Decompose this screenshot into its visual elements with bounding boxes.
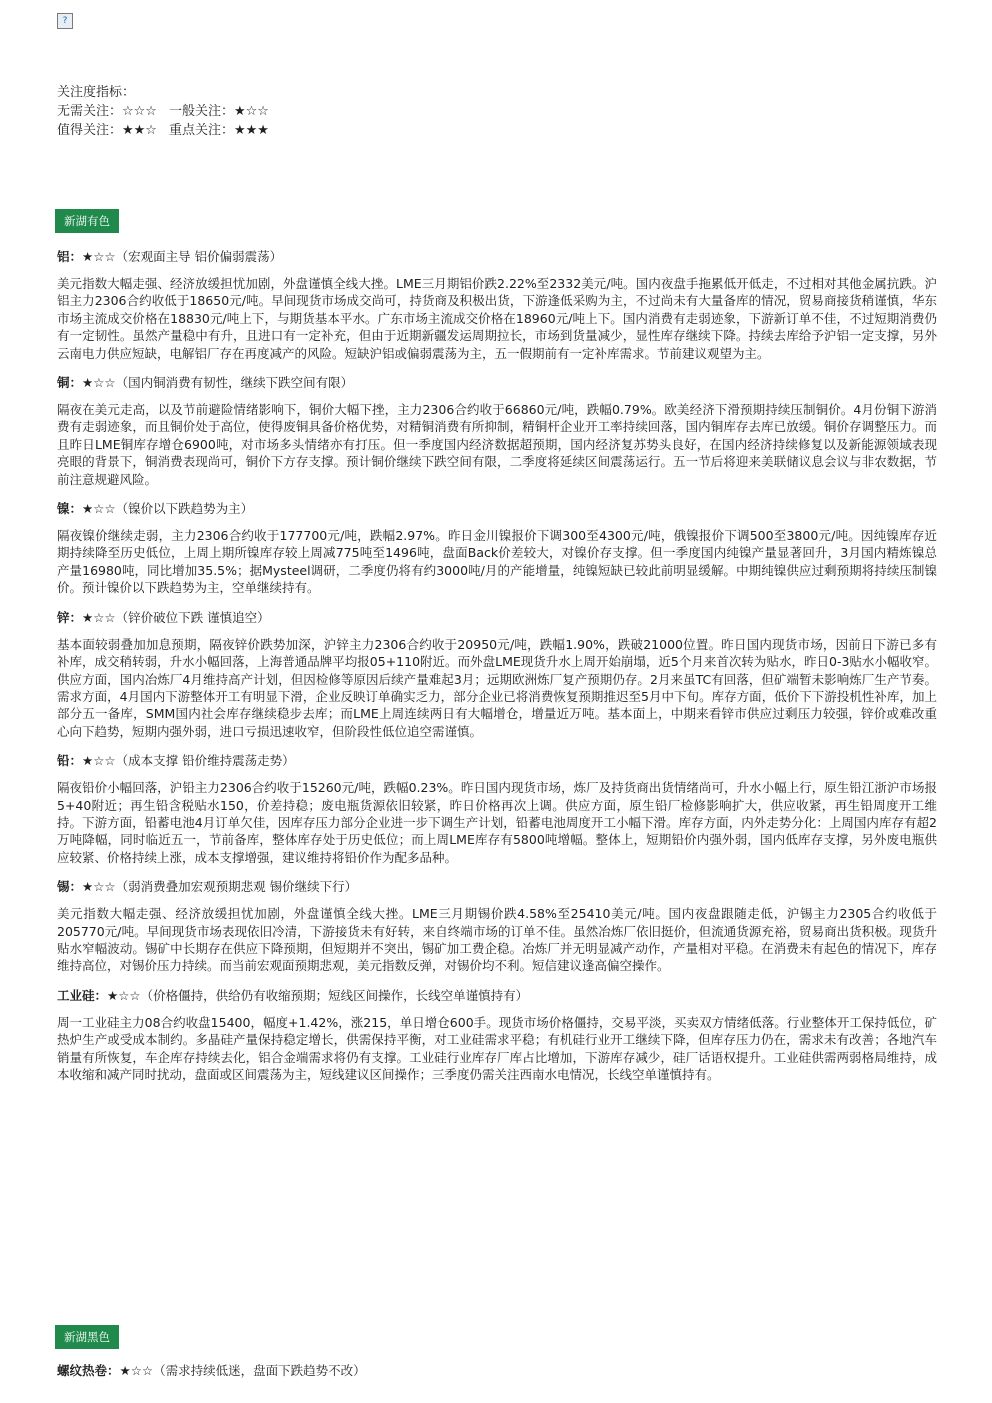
section-industrial-silicon <box>57 987 937 1084</box>
indicator-none: 无需关注：☆☆☆ <box>57 104 157 119</box>
section-heading: 铝：★☆☆（宏观面主导 铝价偏弱震荡） <box>57 249 283 264</box>
indicator-row-1 <box>57 102 269 121</box>
section-body: 隔夜在美元走高，以及节前避险情绪影响下，铜价大幅下挫，主力2306合约收于66860元/吨，跌幅0.79%。欧美经济下滑预期持续压制铜价。4月份铜下游消费有走弱迹象，而且铜价处于高位，使得废铜具备价格优势，对精铜消费有所抑制，精铜杆企业开工率持续回落，国内铜库存去库已放缓。铜价存调整压力。而且昨日LME铜库存增仓6900吨，对市场多头情绪亦有打压。但一季度国内经济数据超预期，国内经济复苏势头良好，在国内经济持续修复以及新能源领域表现亮眼的背景下，铜消费表现尚可，铜价下方存支撑。预计铜价继续下跌空间有限，二季度将延续区间震荡运行。五一节后将迎来美联储议息会议与非农数据，节前注意规避风险。 <box>57 402 937 487</box>
ferrous-content <box>57 1362 937 1391</box>
section-heading: 铜：★☆☆（国内铜消费有韧性，继续下跌空间有限） <box>57 375 354 391</box>
section-body: 隔夜铅价小幅回落，沪铅主力2306合约收于15260元/吨，跌幅0.23%。昨日国内现货市场，炼厂及持货商出货情绪尚可，升水小幅上行，原生铅江浙沪市场报5+40附近；再生铅含税贴水150，价差持稳；废电瓶货源依旧较紧，昨日价格再次上调。供应方面，原生铅厂检修影响扩大，供应收紧，再生铅周度开工维持。下游方面，铅蓄电池4月订单欠佳，因库存压力部分企业进一步下调生产计划，铅蓄电池周度开工小幅下滑。库存方面，内外走势分化：上周国内库存有超2万吨降幅，同时临近五一，节前备库，整体库存处于历史低位；而上周LME库存有5800吨增幅。整体上，短期铅价内强外弱，国内低库存支撑，另外废电瓶供应较紧、价格持续上涨，成本支撑增强，建议维持将铅价作为配多品种。 <box>57 780 937 865</box>
section-heading: 铅：★☆☆（成本支撑 铅价维持震荡走势） <box>57 753 295 769</box>
section-heading: 锡：★☆☆（弱消费叠加宏观预期悲观 锡价继续下行） <box>57 879 358 895</box>
ferrous-tag: 新湖黑色 <box>55 1325 119 1349</box>
section-body: 隔夜镍价继续走弱，主力2306合约收于177700元/吨，跌幅2.97%。昨日金川镍报价下调300至4300元/吨，俄镍报价下调500至3800元/吨。因纯镍库存近期持续降至历史低位，上周上期所镍库存较上周减775吨至1496吨，盘面Back价差较大，对镍价存支撑。但一季度国内纯镍产量显著回升，3月国内精炼镍总产量16980吨，同比增加35.5%；据Mysteel调研，二季度仍将有约3000吨/月的产能增量，纯镍短缺已较此前明显缓解。中期纯镍供应过剩预期将持续压制镍价。预计镍价以下跌趋势为主，空单继续持有。 <box>57 528 937 596</box>
section-copper <box>57 374 937 488</box>
indicator-worth: 值得关注：★★☆ <box>57 123 157 138</box>
section-rebar-hot-coil <box>57 1362 937 1379</box>
indicator-general: 一般关注：★☆☆ <box>168 104 269 119</box>
section-heading: 镍：★☆☆（镍价以下跌趋势为主） <box>57 501 254 517</box>
section-heading: 锌：★☆☆（锌价破位下跌 谨慎追空） <box>57 609 270 625</box>
section-nickel <box>57 500 937 597</box>
indicator-row-2 <box>57 121 269 140</box>
section-zinc <box>57 609 937 740</box>
indicator-key: 重点关注：★★★ <box>168 123 269 138</box>
broken-image-icon: ? <box>57 13 73 29</box>
section-body: 周一工业硅主力08合约收盘15400，幅度+1.42%，涨215，单日增仓600手。现货市场价格僵持，交易平淡，买卖双方情绪低落。行业整体开工保持低位，矿热炉生产或受成本制约。多晶硅产量保持稳定增长，供需保持平衡，对工业硅需求平稳；有机硅行业开工继续下降，但库存压力仍在，需求未有改善；各地汽车销量有所恢复，车企库存持续去化，铝合金端需求将仍有支撑。工业硅行业库存厂库占比增加，下游库存减少，硅厂话语权提升。工业硅供需两弱格局维持，成本收缩和减产同时扰动，盘面或区间震荡为主，短线建议区间操作；三季度仍需关注西南水电情况，长线空单谨慎持有。 <box>57 1014 937 1082</box>
section-body: 基本面较弱叠加加息预期，隔夜锌价跌势加深，沪锌主力2306合约收于20950元/吨，跌幅1.90%，跌破21000位置。昨日国内现货市场，因前日下游已多有补库，成交稍转弱，升水小幅回落，上海普通品牌平均报05+110附近。而外盘LME现货升水上周开始崩塌，近5个月来首次转为贴水，昨日0-3贴水小幅收窄。供应方面，国内冶炼厂4月维持高产计划，但因检修等原因后续产量难起3月；远期欧洲炼厂复产预期仍存。2月来虽TC有回落，但矿端暂未影响炼厂生产节奏。需求方面，4月国内下游整体开工有明显下滑，企业反映订单确实乏力，部分企业已将消费恢复预期推迟至5月中下旬。库存方面，低价下下游投机性补库，加上部分五一备库，SMM国内社会库存继续稳步去库；而LME上周连续两日有大幅增仓，增量近万吨。基本面上，中期来看锌市供应过剩压力较强，锌价或难改重心向下趋势，短期内强外弱，进口亏损迅速收窄，但阶段性低位追空需谨慎。 <box>57 636 937 739</box>
indicator-title: 关注度指标： <box>57 85 136 100</box>
attention-indicator-legend <box>57 83 269 140</box>
section-body: 美元指数大幅走强、经济放缓担忧加剧，外盘谨慎全线大挫。LME三月期铝价跌2.22%至2332美元/吨。国内夜盘手拖累低开低走，不过相对其他金属抗跌。沪铝主力2306合约收低于18650元/吨。早间现货市场成交尚可，持货商及积极出货，下游逢低采购为主，不过尚未有大量备库的情况，贸易商接货稍谨慎，华东市场主流成交价格在18830元/吨上下，与期货基本平水。广东市场主流成交价格在18960元/吨上下。国内消费有走弱迹象，下游新订单不佳，不过短期消费仍有一定韧性。虽然产量稳中有升，且进口有一定补充，但由于近期新疆发运周期拉长，市场到货量减少，显性库存继续下降。持续去库给予沪铝一定支撑，另外云南电力供应短缺，电解铝厂存在再度减产的风险。短缺沪铝或偏弱震荡为主，五一假期前有一定补库需求。节前建议观望为主。 <box>57 276 937 361</box>
section-heading: 工业硅：★☆☆（价格僵持，供给仍有收缩预期；短线区间操作，长线空单谨慎持有） <box>57 987 529 1003</box>
section-body: 美元指数大幅走强、经济放缓担忧加剧，外盘谨慎全线大挫。LME三月期锡价跌4.58%至25410美元/吨。国内夜盘跟随走低，沪锡主力2305合约收低于205770元/吨。早间现货市场表现依旧冷清，下游接货未有好转，来自终端市场的订单不佳。虽然冶炼厂依旧挺价，但流通货源充裕，贸易商出货积极。现货升贴水窄幅波动。锡矿中长期存在供应下降预期，但短期并不突出，锡矿加工费企稳。冶炼厂并无明显减产动作，产量相对平稳。在消费未有起色的情况下，库存维持高位，对锡价压力持续。而当前宏观面预期悲观，美元指数反弹，对锡价均不利。短信建议逢高偏空操作。 <box>57 906 937 974</box>
nonferrous-content <box>57 248 937 1095</box>
section-tin <box>57 878 937 975</box>
nonferrous-tag: 新湖有色 <box>55 209 119 233</box>
section-heading: 螺纹热卷：★☆☆（需求持续低迷，盘面下跌趋势不改） <box>57 1363 366 1378</box>
section-aluminum <box>57 248 937 362</box>
section-lead <box>57 752 937 866</box>
